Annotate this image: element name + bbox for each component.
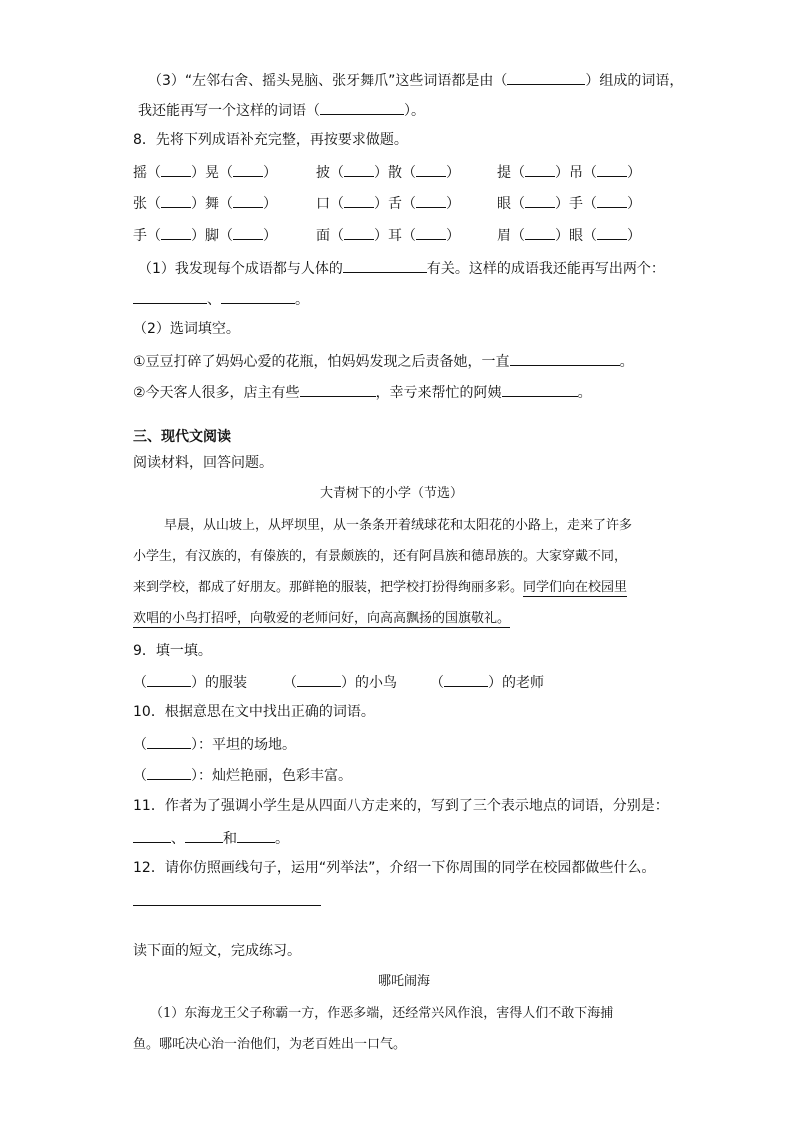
q12-text: 12．请你仿照画线句子，运用“列举法”，介绍一下你周围的同学在校园都做些什么。 xyxy=(133,860,656,876)
answer-blank[interactable] xyxy=(416,225,446,240)
answer-blank[interactable] xyxy=(444,672,488,687)
reading2-instruction: 读下面的短文，完成练习。 xyxy=(133,943,301,959)
answer-blank[interactable] xyxy=(161,225,191,240)
q7-3-line2: 我还能再写一个这样的词语（ ）。 xyxy=(138,100,425,120)
q9-item: （ ）的服装 xyxy=(133,672,247,692)
idiom-char: 散 xyxy=(388,165,402,181)
answer-blank[interactable] xyxy=(507,70,585,85)
answer-blank[interactable] xyxy=(525,225,555,240)
idiom-char: 手 xyxy=(569,196,583,212)
idiom-item: 提（ ）吊（ ） xyxy=(497,162,641,182)
passage-line xyxy=(133,610,510,628)
idiom-item: 口（ ）舌（ ） xyxy=(316,193,460,213)
q9-item: （ ）的小鸟 xyxy=(283,672,397,692)
section-instruction: 阅读材料，回答问题。 xyxy=(133,455,273,471)
q9-title: 9．填一填。 xyxy=(133,643,212,659)
q10-title: 10．根据意思在文中找出正确的词语。 xyxy=(133,704,375,720)
idiom-item: 眉（ ）眼（ ） xyxy=(497,225,641,245)
section-heading: 三、现代文阅读 xyxy=(133,429,231,445)
answer-blank[interactable] xyxy=(233,193,263,208)
answer-blank[interactable] xyxy=(133,289,207,304)
answer-blank[interactable] xyxy=(237,828,275,843)
answer-blank[interactable] xyxy=(300,382,376,397)
answer-blank[interactable] xyxy=(233,225,263,240)
idiom-char: 口 xyxy=(316,196,330,212)
idiom-char: 舌 xyxy=(388,196,402,212)
idiom-char: 提 xyxy=(497,165,511,181)
idiom-char: 披 xyxy=(316,165,330,181)
reading2-title: 哪吒闹海 xyxy=(378,974,431,989)
q8-sub1: （1）我发现每个成语都与人体的 有关。这样的成语我还能再写出两个： xyxy=(138,258,665,278)
answer-blank[interactable] xyxy=(221,289,295,304)
underlined-sentence: 同学们向在校园里 xyxy=(523,580,628,595)
q8-sub2-title: （2）选词填空。 xyxy=(133,321,240,337)
passage-line: 早晨，从山坡上，从坪坝里，从一条条开着绒球花和太阳花的小路上，走来了许多 xyxy=(164,518,633,533)
q10-def: （ ）：灿烂艳丽，色彩丰富。 xyxy=(133,765,352,785)
q11-text: 11．作者为了强调小学生是从四面八方走来的，写到了三个表示地点的词语，分别是： xyxy=(133,798,669,814)
idiom-char: 面 xyxy=(316,228,330,244)
idiom-char: 晃 xyxy=(205,165,219,181)
answer-blank[interactable] xyxy=(161,193,191,208)
q8-item1: ①豆豆打碎了妈妈心爱的花瓶，怕妈妈发现之后责备她，一直 。 xyxy=(133,351,634,371)
q8-item2: ②今天客人很多，店主有些 ，幸亏来帮忙的阿姨 。 xyxy=(133,382,592,402)
answer-blank[interactable] xyxy=(597,225,627,240)
answer-blank[interactable] xyxy=(502,382,578,397)
q10-def: （ ）：平坦的场地。 xyxy=(133,734,296,754)
answer-blank[interactable] xyxy=(597,162,627,177)
answer-blank[interactable] xyxy=(161,162,191,177)
reading2-line: 鱼。哪吒决心治一治他们，为老百姓出一口气。 xyxy=(133,1037,407,1052)
idiom-char: 吊 xyxy=(569,165,583,181)
answer-blank[interactable] xyxy=(344,162,374,177)
idiom-item: 面（ ）耳（ ） xyxy=(316,225,460,245)
idiom-char: 舞 xyxy=(205,196,219,212)
passage-line: 小学生，有汉族的，有傣族的，有景颇族的，还有阿昌族和德昂族的。大家穿戴不同， xyxy=(133,549,628,564)
answer-blank[interactable] xyxy=(525,193,555,208)
passage-line: 来到学校，都成了好朋友。那鲜艳的服装，把学校打扮得绚丽多彩。同学们向在校园里 xyxy=(133,580,628,595)
idiom-item: 摇（ ）晃（ ） xyxy=(133,162,277,182)
passage-title: 大青树下的小学（节选） xyxy=(320,486,464,501)
q9-item: （ ）的老师 xyxy=(430,672,544,692)
idiom-item: 张（ ）舞（ ） xyxy=(133,193,277,213)
answer-blank[interactable] xyxy=(185,828,223,843)
idiom-item: 披（ ）散（ ） xyxy=(316,162,460,182)
q8-sub1-answers: 、 。 xyxy=(133,289,309,309)
idiom-item: 眼（ ）手（ ） xyxy=(497,193,641,213)
answer-blank[interactable] xyxy=(416,193,446,208)
answer-blank[interactable] xyxy=(147,765,191,780)
answer-blank[interactable] xyxy=(343,258,427,273)
underlined-sentence: 欢唱的小鸟打招呼，向敬爱的老师问好，向高高飘扬的国旗敬礼。 xyxy=(133,611,511,626)
idiom-item: 手（ ）脚（ ） xyxy=(133,225,277,245)
answer-blank[interactable] xyxy=(147,734,191,749)
answer-blank[interactable] xyxy=(597,193,627,208)
answer-blank[interactable] xyxy=(297,672,341,687)
answer-blank[interactable] xyxy=(320,100,404,115)
q7-3-line1: （3）“左邻右舍、摇头晃脑、张牙舞爪”这些词语都是由（ ）组成的词语， xyxy=(148,70,683,90)
idiom-char: 张 xyxy=(133,196,147,212)
idiom-char: 眼 xyxy=(569,228,583,244)
answer-blank[interactable] xyxy=(344,193,374,208)
idiom-char: 摇 xyxy=(133,165,147,181)
idiom-char: 耳 xyxy=(388,228,402,244)
answer-blank[interactable] xyxy=(147,672,191,687)
q8-title: 8．先将下列成语补充完整，再按要求做题。 xyxy=(133,132,408,148)
idiom-char: 眉 xyxy=(497,228,511,244)
answer-blank[interactable] xyxy=(233,162,263,177)
answer-blank[interactable] xyxy=(416,162,446,177)
answer-blank[interactable] xyxy=(510,351,620,366)
answer-blank[interactable] xyxy=(525,162,555,177)
idiom-char: 手 xyxy=(133,228,147,244)
q11-answers: 、 和 。 xyxy=(133,828,289,848)
idiom-char: 眼 xyxy=(497,196,511,212)
answer-blank[interactable] xyxy=(133,828,171,843)
reading2-line: （1）东海龙王父子称霸一方，作恶多端，还经常兴风作浪，害得人们不敢下海捕 xyxy=(150,1006,614,1021)
idiom-char: 脚 xyxy=(205,228,219,244)
answer-blank[interactable] xyxy=(344,225,374,240)
q12-answer-line[interactable] xyxy=(133,905,321,906)
